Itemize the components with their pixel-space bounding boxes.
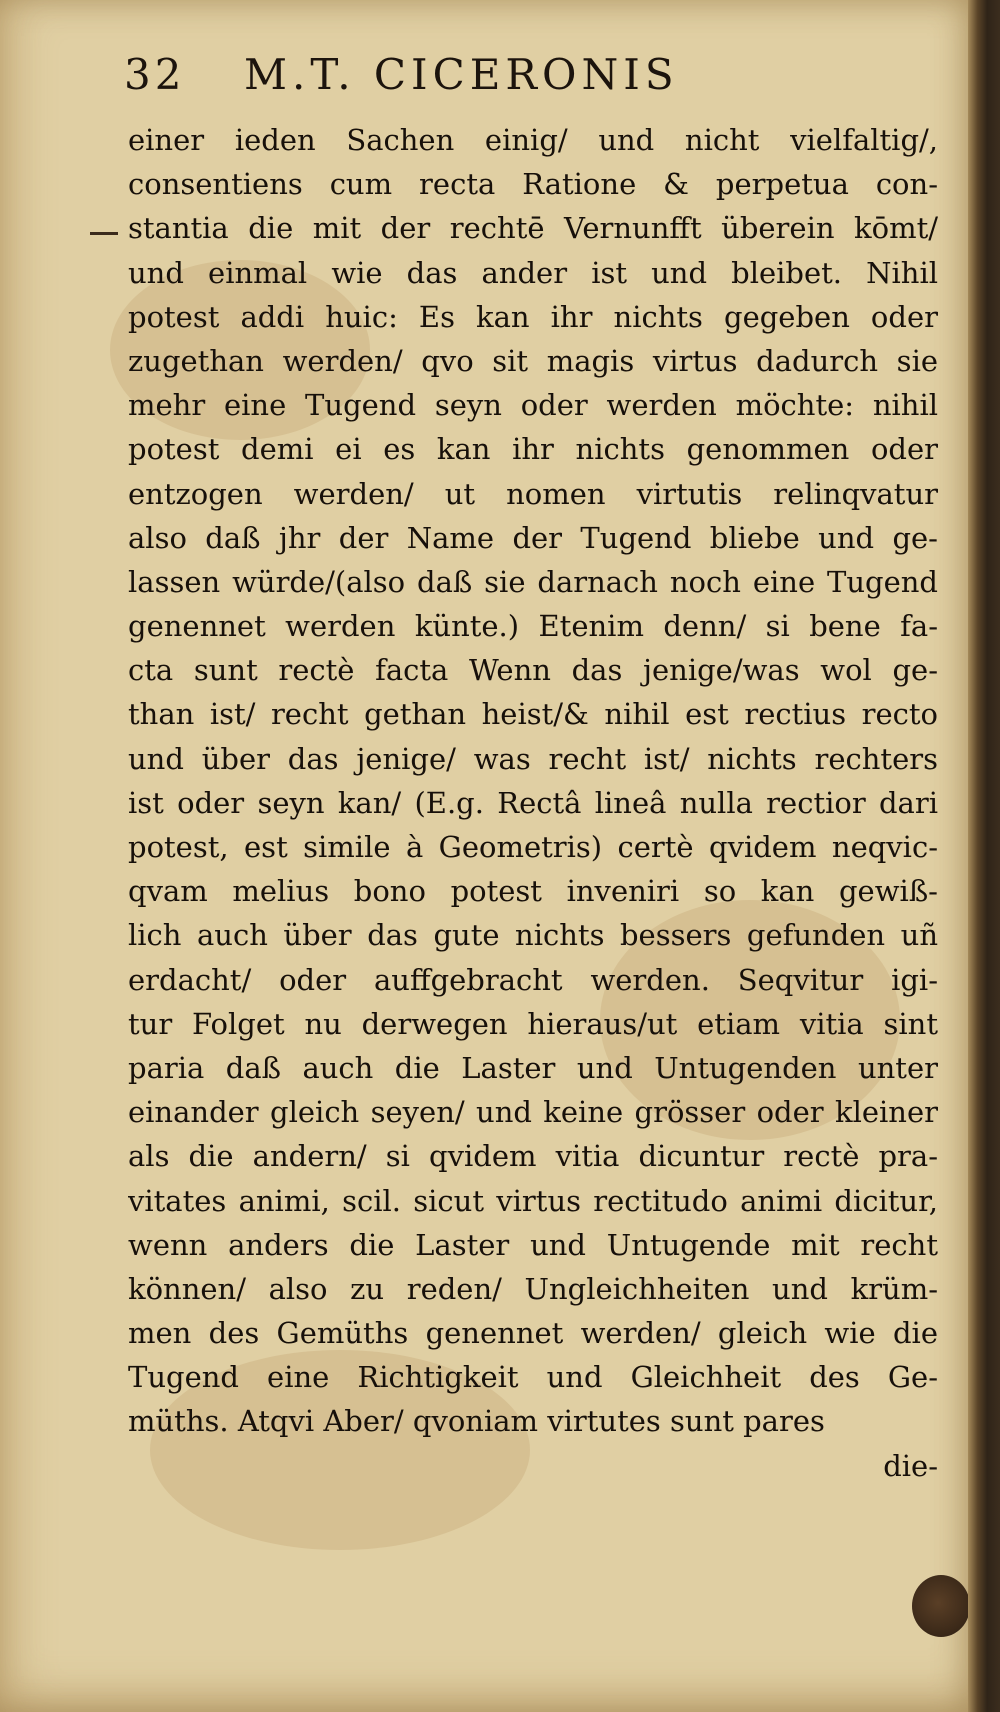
text-line: vitates animi, scil. sicut virtus rectitudo animi dicitur, [128,1183,938,1218]
running-title: M.T. CICERONIS [244,50,679,99]
text-line: entzogen werden/ ut nomen virtutis relinqvatur [128,476,938,511]
text-line: und einmal wie das ander ist und bleibet. Nihil [128,255,938,290]
text-line: consentiens cum recta Ratione & perpetua con- [128,167,938,202]
text-line: genennet werden künte.) Etenim denn/ si bene fa- [128,609,938,644]
paper-hole [912,1575,970,1637]
text-line: tur Folget nu derwegen hieraus/ut etiam vitia sint [128,1006,938,1041]
page-number: 32 [124,50,186,99]
text-line: erdacht/ oder auffgebracht werden. Seqvitur igi- [128,962,938,997]
text-block [128,118,938,1488]
text-line: cta sunt rectè facta Wenn das jenige/was wol ge- [128,653,938,688]
page-header [124,50,764,110]
text-line: wenn anders die Laster und Untugende mit recht [128,1227,938,1262]
text-line: ist oder seyn kan/ (E.g. Rectâ lineâ nulla rectior dari [128,785,938,820]
text-line: als die andern/ si qvidem vitia dicuntur rectè pra- [128,1139,938,1174]
margin-mark [90,232,118,235]
text-line: potest addi huic: Es kan ihr nichts gegeben oder [128,299,938,334]
text-line: mehr eine Tugend seyn oder werden möchte: nihil [128,388,938,423]
text-line: potest, est simile à Geometris) certè qvidem neqvic- [128,830,938,864]
text-line: stantia die mit der rechtē Vernunfft überein kōmt/ [128,211,938,246]
text-line: können/ also zu reden/ Ungleichheiten und krüm- [128,1271,938,1306]
text-line: müths. Atqvi Aber/ qvoniam virtutes sunt pares [128,1404,825,1439]
text-line: qvam melius bono potest inveniri so kan gewiß- [128,874,938,909]
text-line: zugethan werden/ qvo sit magis virtus dadurch sie [128,343,938,378]
book-edge [968,0,1000,1712]
text-line: potest demi ei es kan ihr nichts genommen oder [128,432,938,467]
text-line: lassen würde/(also daß sie darnach noch eine Tugend [128,564,938,599]
text-line: lich auch über das gute nichts bessers gefunden uñ [128,918,938,953]
text-line: also daß jhr der Name der Tugend bliebe und ge- [128,520,938,555]
text-line: men des Gemüths genennet werden/ gleich wie die [128,1316,938,1351]
text-line: Tugend eine Richtigkeit und Gleichheit des Ge- [128,1360,938,1395]
text-line: paria daß auch die Laster und Untugenden unter [128,1050,938,1085]
text-line: und über das jenige/ was recht ist/ nichts rechters [128,741,938,776]
catchword: die- [883,1448,938,1483]
text-line: einer ieden Sachen einig/ und nicht vielfaltig/, [128,123,938,157]
text-line: than ist/ recht gethan heist/& nihil est rectius recto [128,697,938,732]
text-line: einander gleich seyen/ und keine grösser oder kleiner [128,1095,938,1130]
